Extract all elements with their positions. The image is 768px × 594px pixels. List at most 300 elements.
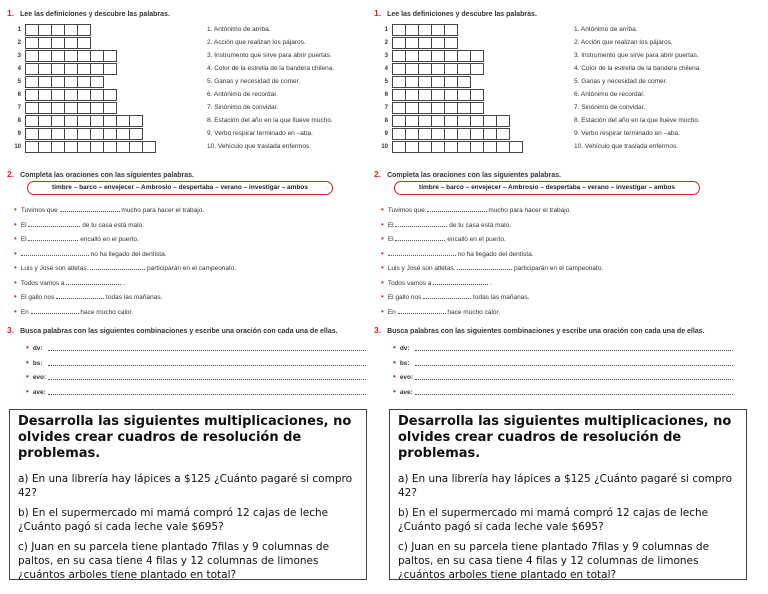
- sentence-start: El gallo nos: [387, 294, 422, 301]
- section-1-title: [7, 8, 170, 18]
- combination-label: evo:: [399, 374, 414, 381]
- letter-cell[interactable]: [103, 141, 117, 153]
- section-title-text: Completa las oraciones con las siguientes palabras.: [20, 172, 194, 179]
- letter-cell[interactable]: [103, 102, 117, 114]
- letter-cell[interactable]: [405, 63, 419, 75]
- sentence-start: Luis y José son atletas.: [387, 265, 456, 272]
- problem-text: a) En una librería hay lápices a $125 ¿Cuánto pagaré si compro 42?: [18, 473, 353, 499]
- combination-label: dv:: [399, 345, 410, 352]
- letter-cell[interactable]: [496, 141, 510, 153]
- letter-cell[interactable]: [103, 50, 117, 62]
- letter-cell[interactable]: [129, 115, 143, 127]
- word-bank: timbre – barco – envejecer – Ambrosio – despertaba – verano – investigar – ambos: [27, 181, 333, 195]
- bullet-icon: •: [14, 306, 17, 316]
- letter-cell[interactable]: [457, 50, 471, 62]
- letter-cell[interactable]: [90, 115, 104, 127]
- bullet-icon: •: [381, 219, 384, 229]
- letter-cell[interactable]: [90, 63, 104, 75]
- combination-label: evo:: [32, 374, 47, 381]
- definition: 3. Instrumento que sirve para abrir puertas.: [574, 52, 699, 59]
- letter-cell[interactable]: [77, 89, 91, 101]
- letter-cell[interactable]: [25, 50, 39, 62]
- fill-in-sentence: [381, 220, 511, 229]
- sentence-end: de tu casa está malo.: [82, 221, 145, 229]
- letter-cell[interactable]: [51, 50, 65, 62]
- bullet-icon: •: [14, 263, 17, 272]
- letter-cell[interactable]: [470, 141, 484, 153]
- sentence-end: hace mucho calor.: [447, 308, 501, 316]
- letter-cell[interactable]: [25, 128, 39, 140]
- definition: 6. Antónimo de recordar.: [207, 91, 278, 98]
- grid-row-number: 6: [17, 92, 21, 98]
- definition: 5. Ganas y necesidad de comer.: [574, 78, 668, 85]
- letter-cell[interactable]: [392, 115, 406, 127]
- letter-cell[interactable]: [444, 115, 458, 127]
- sentence-start: El gallo nos: [20, 294, 55, 301]
- sentence-start: El: [20, 221, 27, 229]
- letter-cell[interactable]: [444, 76, 458, 88]
- word-grid-row: [25, 50, 116, 62]
- letter-cell[interactable]: [405, 24, 419, 36]
- sentence-end: participarán en el campeonato.: [514, 265, 604, 272]
- answer-blank[interactable]: [388, 249, 456, 256]
- grid-row-number: 1: [17, 27, 21, 33]
- letter-cell[interactable]: [470, 89, 484, 101]
- bullet-icon: •: [26, 386, 29, 396]
- bullet-icon: •: [381, 234, 384, 243]
- letter-cell[interactable]: [444, 128, 458, 140]
- letter-cell[interactable]: [38, 24, 52, 36]
- letter-cell[interactable]: [90, 89, 104, 101]
- sentence-start: Tuvimos que: [20, 207, 58, 214]
- definition: 2. Acción que realizan los pájaros.: [574, 39, 673, 46]
- bullet-icon: •: [381, 263, 384, 272]
- letter-cell[interactable]: [405, 37, 419, 49]
- letter-cell[interactable]: [25, 89, 39, 101]
- definition: 8. Estación del año en la que llueve mucho.: [207, 117, 333, 124]
- letter-cell[interactable]: [77, 76, 91, 88]
- letter-cell[interactable]: [38, 141, 52, 153]
- grid-row-number: 10: [14, 144, 21, 150]
- letter-cell[interactable]: [64, 50, 78, 62]
- letter-cell[interactable]: [418, 63, 432, 75]
- word-grid-row: [392, 50, 483, 62]
- grid-row-number: 9: [384, 131, 388, 137]
- letter-cell[interactable]: [77, 128, 91, 140]
- answer-line[interactable]: [48, 379, 366, 380]
- fill-in-sentence: [381, 263, 603, 272]
- letter-cell[interactable]: [392, 141, 406, 153]
- letter-cell[interactable]: [64, 115, 78, 127]
- definition: 6. Antónimo de recordar.: [574, 91, 645, 98]
- letter-cell[interactable]: [90, 76, 104, 88]
- letter-cell[interactable]: [444, 24, 458, 36]
- word-grid-row: [392, 76, 470, 88]
- section-number: 3.: [7, 325, 15, 335]
- letter-cell[interactable]: [418, 141, 432, 153]
- letter-cell[interactable]: [64, 24, 78, 36]
- bullet-icon: •: [26, 372, 29, 381]
- letter-cell[interactable]: [51, 102, 65, 114]
- sentence-start: El: [387, 221, 394, 229]
- letter-cell[interactable]: [129, 141, 143, 153]
- sentence-end: participarán en el campeonato.: [147, 265, 237, 272]
- letter-cell[interactable]: [77, 115, 91, 127]
- fill-in-sentence: [381, 249, 534, 258]
- letter-cell[interactable]: [25, 37, 39, 49]
- answer-line[interactable]: [415, 365, 733, 366]
- word-grid-row: [25, 115, 142, 127]
- letter-cell[interactable]: [64, 63, 78, 75]
- bullet-icon: •: [14, 234, 17, 243]
- section-title-text: Busca palabras con las siguientes combinaciones y escribe una oración con cada una de ellas.: [20, 328, 338, 335]
- answer-blank[interactable]: [66, 278, 121, 285]
- letter-cell[interactable]: [25, 63, 39, 75]
- letter-cell[interactable]: [431, 63, 445, 75]
- fill-in-sentence: [14, 234, 139, 243]
- sentence-end: .: [490, 279, 492, 287]
- section-1-title: [374, 8, 537, 18]
- letter-cell[interactable]: [444, 37, 458, 49]
- letter-cell[interactable]: [38, 128, 52, 140]
- fill-in-sentence: [381, 278, 492, 287]
- answer-blank[interactable]: [457, 263, 512, 270]
- letter-cell[interactable]: [444, 141, 458, 153]
- letter-cell[interactable]: [51, 89, 65, 101]
- answer-blank[interactable]: [28, 234, 78, 241]
- combination-item: [26, 387, 366, 396]
- letter-cell[interactable]: [392, 37, 406, 49]
- letter-cell[interactable]: [470, 102, 484, 114]
- definition: 9. Verbo respirar terminado en –aba.: [574, 130, 680, 137]
- definition: 10. Vehículo que traslada enfermos.: [207, 143, 312, 150]
- combination-item: [26, 372, 366, 381]
- combination-item: [26, 358, 366, 367]
- letter-cell[interactable]: [405, 50, 419, 62]
- sentence-start: Todos vamos a: [387, 279, 432, 287]
- letter-cell[interactable]: [38, 76, 52, 88]
- letter-cell[interactable]: [392, 50, 406, 62]
- definition: 3. Instrumento que sirve para abrir puertas.: [207, 52, 332, 59]
- combination-label: bs:: [32, 359, 43, 367]
- sentence-end: todas las mañanas.: [473, 294, 530, 301]
- letter-cell[interactable]: [405, 102, 419, 114]
- word-grid-row: [392, 102, 483, 114]
- combination-item: [26, 343, 366, 352]
- word-grid-row: [25, 89, 116, 101]
- answer-blank[interactable]: [31, 307, 79, 314]
- letter-cell[interactable]: [405, 128, 419, 140]
- letter-cell[interactable]: [431, 50, 445, 62]
- problem-text: a) En una librería hay lápices a $125 ¿Cuánto pagaré si compro 42?: [398, 473, 733, 499]
- letter-cell[interactable]: [457, 76, 471, 88]
- sentence-end: hace mucho calor.: [80, 308, 134, 316]
- section-title-text: Completa las oraciones con las siguientes palabras.: [387, 172, 561, 179]
- section-title-text: Busca palabras con las siguientes combinaciones y escribe una oración con cada una de ellas.: [387, 328, 705, 335]
- fill-in-sentence: [381, 307, 500, 316]
- letter-cell[interactable]: [418, 89, 432, 101]
- letter-cell[interactable]: [418, 115, 432, 127]
- answer-line[interactable]: [415, 350, 733, 351]
- word-grid-row: [25, 37, 90, 49]
- letter-cell[interactable]: [64, 89, 78, 101]
- fill-in-sentence: [14, 205, 204, 214]
- combination-label: ave:: [32, 388, 46, 396]
- word-grid-row: [25, 128, 142, 140]
- section-3-title: [374, 325, 705, 335]
- section-number: 2.: [7, 169, 15, 179]
- bullet-icon: •: [393, 357, 396, 367]
- letter-cell[interactable]: [457, 102, 471, 114]
- problem-text: b) En el supermercado mi mamá compró 12 cajas de leche ¿Cuánto pagó si cada leche vale $695?: [18, 507, 329, 533]
- bullet-icon: •: [393, 343, 396, 352]
- definition: 7. Sinónimo de convidar.: [207, 104, 279, 111]
- letter-cell[interactable]: [51, 37, 65, 49]
- grid-row-number: 5: [17, 79, 21, 85]
- letter-cell[interactable]: [418, 24, 432, 36]
- answer-blank[interactable]: [60, 205, 120, 212]
- letter-cell[interactable]: [431, 141, 445, 153]
- letter-cell[interactable]: [129, 128, 143, 140]
- letter-cell[interactable]: [418, 128, 432, 140]
- problem-text: b) En el supermercado mi mamá compró 12 cajas de leche ¿Cuánto pagó si cada leche vale $695?: [398, 507, 709, 533]
- bullet-icon: •: [393, 386, 396, 396]
- letter-cell[interactable]: [103, 89, 117, 101]
- letter-cell[interactable]: [77, 50, 91, 62]
- letter-cell[interactable]: [90, 141, 104, 153]
- problem-box-title: Desarrolla las siguientes multiplicaciones, no olvides crear cuadros de resolución de problemas.: [18, 414, 352, 461]
- letter-cell[interactable]: [51, 63, 65, 75]
- letter-cell[interactable]: [392, 102, 406, 114]
- letter-cell[interactable]: [64, 76, 78, 88]
- grid-row-number: 2: [384, 40, 388, 46]
- sentence-start: El: [387, 236, 394, 243]
- grid-row-number: 9: [17, 131, 21, 137]
- bullet-icon: •: [26, 343, 29, 352]
- letter-cell[interactable]: [77, 102, 91, 114]
- letter-cell[interactable]: [77, 141, 91, 153]
- letter-cell[interactable]: [431, 24, 445, 36]
- letter-cell[interactable]: [51, 141, 65, 153]
- sentence-start: Todos vamos a: [20, 279, 65, 287]
- definition: 5. Ganas y necesidad de comer.: [207, 78, 301, 85]
- letter-cell[interactable]: [496, 115, 510, 127]
- letter-cell[interactable]: [77, 24, 91, 36]
- word-grid-row: [25, 76, 103, 88]
- letter-cell[interactable]: [25, 76, 39, 88]
- problem-text: c) Juan en su parcela tiene plantado 7filas y 9 columnas de paltos, en su casa tiene 4 filas y 12 columnas de limones ¿cuántos arboles tiene plantado en total?: [18, 541, 330, 581]
- letter-cell[interactable]: [431, 76, 445, 88]
- letter-cell[interactable]: [444, 89, 458, 101]
- answer-line[interactable]: [48, 365, 366, 366]
- letter-cell[interactable]: [116, 128, 130, 140]
- section-number: 1.: [7, 8, 15, 18]
- letter-cell[interactable]: [418, 37, 432, 49]
- answer-line[interactable]: [48, 350, 366, 351]
- bullet-icon: •: [381, 292, 384, 301]
- letter-cell[interactable]: [392, 128, 406, 140]
- definition: 2. Acción que realizan los pájaros.: [207, 39, 306, 46]
- letter-cell[interactable]: [431, 102, 445, 114]
- letter-cell[interactable]: [444, 102, 458, 114]
- letter-cell[interactable]: [470, 63, 484, 75]
- letter-cell[interactable]: [418, 50, 432, 62]
- word-grid-row: [25, 141, 155, 153]
- letter-cell[interactable]: [90, 102, 104, 114]
- word-grid-row: [392, 141, 522, 153]
- word-grid-row: [392, 115, 509, 127]
- problem-box-title: Desarrolla las siguientes multiplicaciones, no olvides crear cuadros de resolución de problemas.: [398, 414, 732, 461]
- definition: 9. Verbo respirar terminado en –aba.: [207, 130, 313, 137]
- definition: 10. Vehículo que traslada enfermos.: [574, 143, 679, 150]
- letter-cell[interactable]: [470, 50, 484, 62]
- word-grid-row: [25, 24, 90, 36]
- letter-cell[interactable]: [25, 115, 39, 127]
- letter-cell[interactable]: [431, 89, 445, 101]
- letter-cell[interactable]: [25, 24, 39, 36]
- problem-text: c) Juan en su parcela tiene plantado 7filas y 9 columnas de paltos, en su casa tiene 4 filas y 12 columnas de limones ¿cuántos arboles tiene plantado en total?: [398, 541, 710, 581]
- letter-cell[interactable]: [444, 63, 458, 75]
- definition: 7. Sinónimo de convidar.: [574, 104, 646, 111]
- letter-cell[interactable]: [77, 37, 91, 49]
- fill-in-sentence: [381, 234, 506, 243]
- fill-in-sentence: [14, 307, 133, 316]
- letter-cell[interactable]: [38, 89, 52, 101]
- answer-blank[interactable]: [395, 234, 445, 241]
- word-grid-row: [25, 102, 116, 114]
- letter-cell[interactable]: [444, 50, 458, 62]
- letter-cell[interactable]: [431, 128, 445, 140]
- fill-in-sentence: [381, 205, 571, 214]
- grid-row-number: 10: [381, 144, 388, 150]
- sentence-end: mucho para hacer el trabajo.: [121, 207, 205, 214]
- grid-row-number: 4: [17, 66, 21, 72]
- letter-cell[interactable]: [51, 76, 65, 88]
- grid-row-number: 1: [384, 27, 388, 33]
- bullet-icon: •: [14, 219, 17, 229]
- sentence-start: En: [20, 308, 29, 316]
- letter-cell[interactable]: [483, 141, 497, 153]
- letter-cell[interactable]: [457, 141, 471, 153]
- letter-cell[interactable]: [116, 115, 130, 127]
- letter-cell[interactable]: [64, 128, 78, 140]
- answer-line[interactable]: [415, 379, 733, 380]
- letter-cell[interactable]: [405, 141, 419, 153]
- combination-label: ave:: [399, 388, 413, 396]
- fill-in-sentence: [14, 263, 236, 272]
- letter-cell[interactable]: [392, 63, 406, 75]
- fill-in-sentence: [14, 220, 144, 229]
- letter-cell[interactable]: [90, 50, 104, 62]
- letter-cell[interactable]: [38, 102, 52, 114]
- letter-cell[interactable]: [64, 102, 78, 114]
- combination-label: dv:: [32, 345, 43, 352]
- grid-row-number: 8: [17, 118, 21, 124]
- answer-line[interactable]: [48, 394, 366, 395]
- letter-cell[interactable]: [457, 63, 471, 75]
- letter-cell[interactable]: [51, 128, 65, 140]
- letter-cell[interactable]: [142, 141, 156, 153]
- letter-cell[interactable]: [405, 76, 419, 88]
- letter-cell[interactable]: [64, 141, 78, 153]
- letter-cell[interactable]: [90, 128, 104, 140]
- answer-blank[interactable]: [90, 263, 145, 270]
- letter-cell[interactable]: [38, 50, 52, 62]
- answer-blank[interactable]: [398, 307, 446, 314]
- answer-blank[interactable]: [423, 292, 471, 299]
- combination-item: [393, 358, 733, 367]
- letter-cell[interactable]: [431, 37, 445, 49]
- letter-cell[interactable]: [64, 37, 78, 49]
- sentence-end: .: [123, 279, 125, 287]
- letter-cell[interactable]: [405, 89, 419, 101]
- letter-cell[interactable]: [25, 102, 39, 114]
- grid-row-number: 5: [384, 79, 388, 85]
- answer-blank[interactable]: [433, 278, 488, 285]
- letter-cell[interactable]: [457, 128, 471, 140]
- grid-row-number: 3: [384, 53, 388, 59]
- answer-blank[interactable]: [21, 249, 89, 256]
- answer-blank[interactable]: [56, 292, 104, 299]
- answer-blank[interactable]: [427, 205, 487, 212]
- letter-cell[interactable]: [103, 63, 117, 75]
- letter-cell[interactable]: [405, 115, 419, 127]
- letter-cell[interactable]: [392, 89, 406, 101]
- word-grid-row: [392, 24, 457, 36]
- letter-cell[interactable]: [116, 141, 130, 153]
- letter-cell[interactable]: [496, 128, 510, 140]
- letter-cell[interactable]: [51, 24, 65, 36]
- grid-row-number: 3: [17, 53, 21, 59]
- letter-cell[interactable]: [470, 128, 484, 140]
- letter-cell[interactable]: [25, 141, 39, 153]
- letter-cell[interactable]: [103, 128, 117, 140]
- letter-cell[interactable]: [392, 76, 406, 88]
- letter-cell[interactable]: [418, 102, 432, 114]
- letter-cell[interactable]: [77, 63, 91, 75]
- letter-cell[interactable]: [431, 115, 445, 127]
- letter-cell[interactable]: [483, 128, 497, 140]
- letter-cell[interactable]: [38, 115, 52, 127]
- section-number: 2.: [374, 169, 382, 179]
- answer-blank[interactable]: [28, 220, 80, 227]
- letter-cell[interactable]: [457, 89, 471, 101]
- bullet-icon: •: [381, 248, 384, 258]
- section-2-title: [7, 169, 194, 179]
- combination-item: [393, 387, 733, 396]
- sentence-end: no ha llegado del dentista.: [457, 250, 534, 258]
- grid-row-number: 2: [17, 40, 21, 46]
- sentence-end: encalló en el puerto.: [447, 236, 506, 243]
- letter-cell[interactable]: [470, 115, 484, 127]
- answer-blank[interactable]: [395, 220, 447, 227]
- answer-line[interactable]: [415, 394, 733, 395]
- grid-row-number: 4: [384, 66, 388, 72]
- letter-cell[interactable]: [483, 115, 497, 127]
- sentence-end: todas las mañanas.: [106, 294, 163, 301]
- letter-cell[interactable]: [103, 115, 117, 127]
- letter-cell[interactable]: [51, 115, 65, 127]
- letter-cell[interactable]: [38, 37, 52, 49]
- letter-cell[interactable]: [418, 76, 432, 88]
- letter-cell[interactable]: [457, 115, 471, 127]
- letter-cell[interactable]: [509, 141, 523, 153]
- bullet-icon: •: [14, 277, 17, 287]
- definition: 8. Estación del año en la que llueve mucho.: [574, 117, 700, 124]
- bullet-icon: •: [381, 306, 384, 316]
- letter-cell[interactable]: [392, 24, 406, 36]
- letter-cell[interactable]: [38, 63, 52, 75]
